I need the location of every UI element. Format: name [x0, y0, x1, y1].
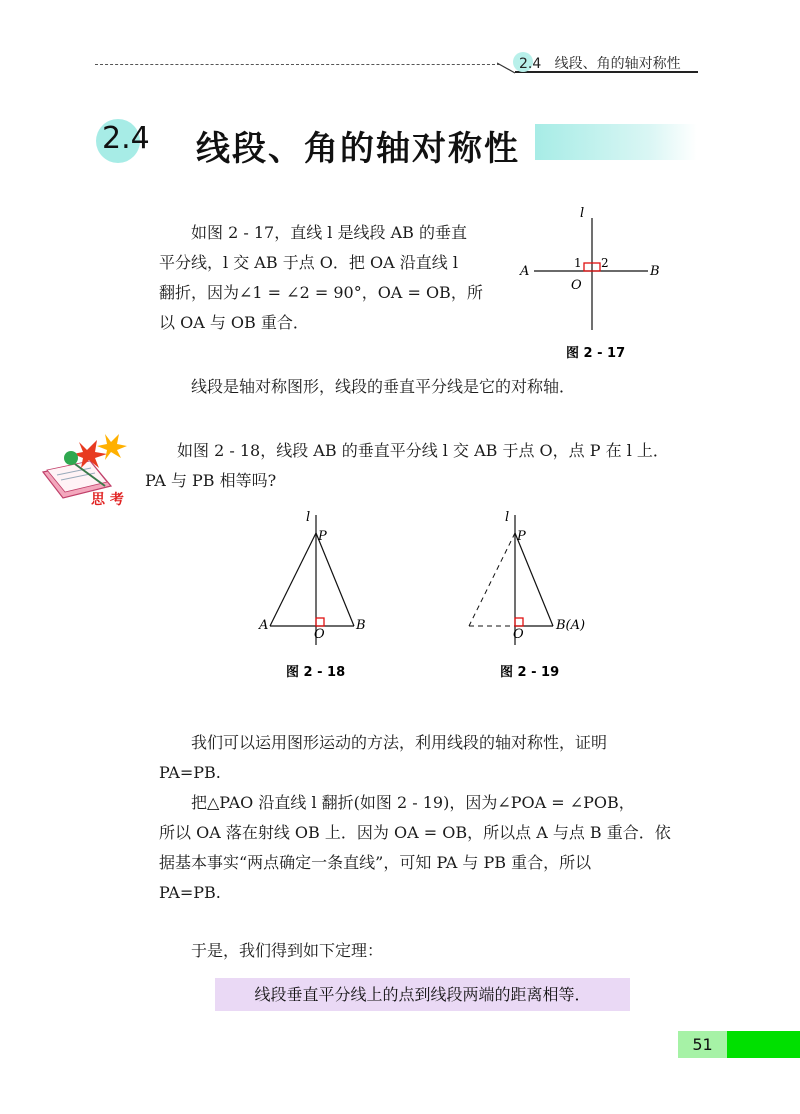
label-angle-2: 2	[601, 256, 609, 270]
page-number-tab	[727, 1031, 800, 1058]
text-line: PA=PB.	[159, 763, 221, 782]
label-b-a: B(A)	[556, 618, 586, 633]
label-angle-1: 1	[574, 256, 582, 270]
text-line: 如图 2 - 18，线段 AB 的垂直平分线 l 交 AB 于点 O，点 P 在 l 上．	[177, 441, 669, 460]
paragraph-conclusion-intro	[159, 936, 704, 966]
label-p: P	[318, 529, 327, 544]
figure-2-18	[250, 505, 380, 685]
label-a: A	[520, 264, 530, 279]
theorem-box: 线段垂直平分线上的点到线段两端的距离相等．	[215, 978, 630, 1011]
right-angle-mark	[316, 618, 324, 626]
segment-pb	[515, 533, 553, 626]
figure-2-17-caption: 图 2 - 17	[566, 346, 626, 361]
text-line: PA 与 PB 相等吗?	[145, 471, 277, 490]
text-line: 翻折，因为∠1 = ∠2 = 90°，OA = OB，所	[159, 283, 483, 302]
header-running-title	[519, 53, 681, 73]
section-title: 线段、角的轴对称性	[196, 129, 520, 169]
segment-pb	[316, 533, 354, 626]
label-l: l	[505, 510, 510, 525]
figure-2-18-caption: 图 2 - 18	[286, 665, 346, 680]
label-l: l	[306, 510, 311, 525]
text-line: 平分线，l 交 AB 于点 O．把 OA 沿直线 l	[159, 253, 458, 272]
label-o: O	[314, 627, 325, 642]
header-section-title: 线段、角的轴对称性	[554, 56, 681, 72]
paragraph-think-question	[145, 436, 705, 496]
think-book-icon	[35, 428, 135, 508]
text-line: 把△PAO 沿直线 l 翻折(如图 2 - 19)，因为∠POA = ∠POB，	[191, 793, 635, 812]
text-line: 所以 OA 落在射线 OB 上．因为 OA = OB，所以点 A 与点 B 重合．依	[159, 823, 671, 842]
label-b: B	[650, 264, 660, 279]
figure-2-19-caption: 图 2 - 19	[500, 665, 560, 680]
figure-2-19	[460, 505, 600, 685]
segment-pa-folded	[469, 533, 515, 626]
header-dashed-rule	[95, 64, 500, 65]
text-line: 以 OA 与 OB 重合．	[159, 313, 309, 332]
label-o: O	[571, 278, 582, 293]
section-number: 2.4	[102, 121, 150, 156]
paragraph-proof-method	[159, 728, 704, 788]
think-label: 思 考	[91, 492, 124, 508]
header-section-number: 2.4	[519, 56, 542, 72]
text-line: 如图 2 - 17，直线 l 是线段 AB 的垂直	[191, 223, 467, 242]
text-line: PA=PB.	[159, 883, 221, 902]
right-angle-mark	[515, 618, 523, 626]
text-line: 线段是轴对称图形，线段的垂直平分线是它的对称轴．	[191, 377, 576, 396]
label-b: B	[356, 618, 366, 633]
label-p: P	[517, 529, 526, 544]
text-line: 我们可以运用图形运动的方法，利用线段的轴对称性，证明	[191, 733, 608, 752]
figure-2-17	[510, 200, 690, 370]
paragraph-fig17-explanation	[159, 218, 504, 338]
label-o: O	[513, 627, 524, 642]
label-a: A	[259, 618, 269, 633]
text-line: 于是，我们得到如下定理：	[191, 941, 384, 960]
text-line: 据基本事实“两点确定一条直线”，可知 PA 与 PB 重合，所以	[159, 853, 592, 872]
segment-pa	[270, 533, 316, 626]
title-gradient-bar	[535, 124, 697, 160]
page-number: 51	[678, 1031, 727, 1058]
paragraph-symmetry-statement	[159, 372, 699, 402]
paragraph-proof	[159, 788, 704, 908]
label-l: l	[580, 206, 585, 221]
